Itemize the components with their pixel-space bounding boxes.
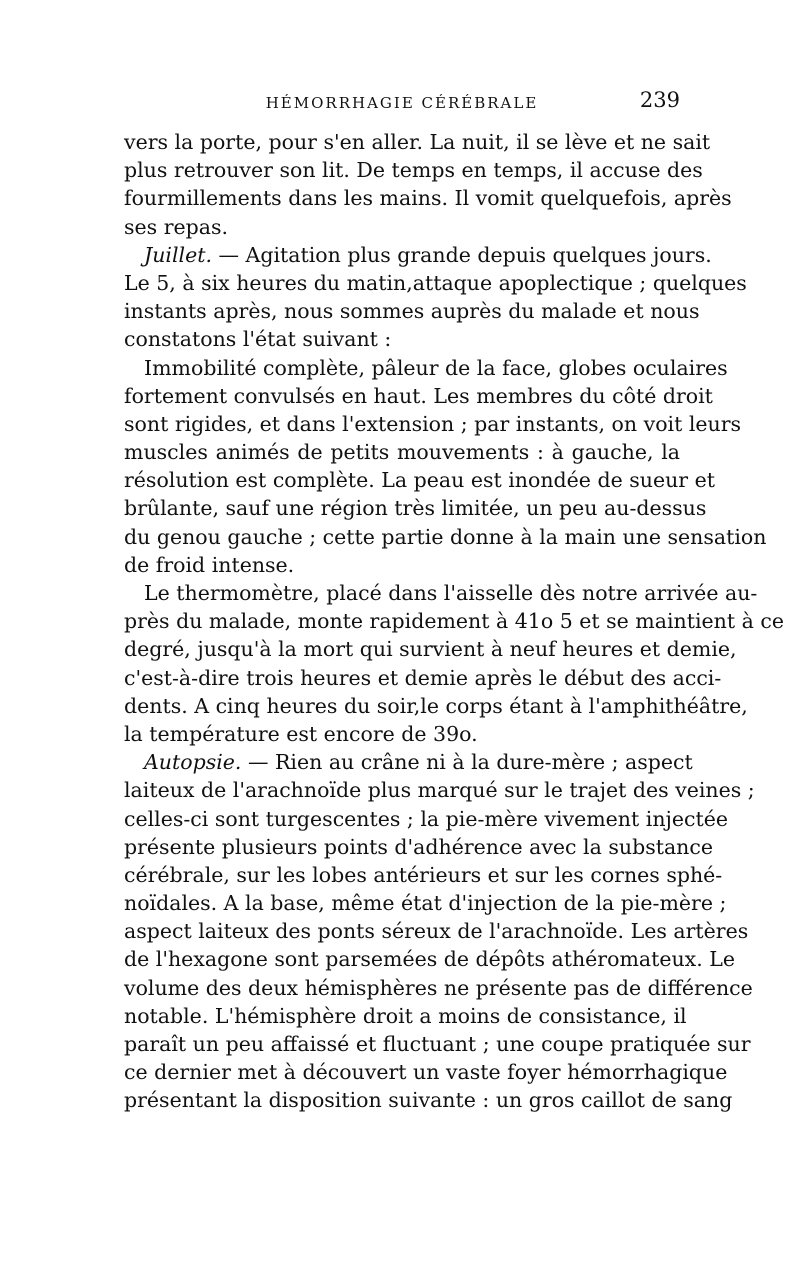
text-line: Juillet. — Agitation plus grande depuis quelques jours. (144, 242, 712, 267)
text-line: muscles animés de petits mouvements : à gauche, la (124, 440, 680, 465)
text-line: degré, jusqu'à la mort qui survient à neuf heures et demie, (124, 637, 737, 662)
section-lead: Juillet. (144, 242, 212, 267)
text-line: ses repas. (124, 214, 229, 239)
text-line: sont rigides, et dans l'extension ; par instants, on voit leurs (124, 411, 742, 436)
text-line: cérébrale, sur les lobes antérieurs et sur les cornes sphé- (124, 862, 723, 887)
text-line: plus retrouver son lit. De temps en temps, il accuse des (124, 158, 703, 183)
text-line: c'est-à-dire trois heures et demie après le début des acci- (124, 665, 722, 690)
text-line: Le 5, à six heures du matin,attaque apoplectique ; quelques (124, 270, 747, 295)
text-line: Immobilité complète, pâleur de la face, globes oculaires (144, 355, 728, 380)
text-line: Le thermomètre, placé dans l'aisselle dès notre arrivée au- (144, 581, 758, 605)
text-line: aspect laiteux des ponts séreux de l'arachnoïde. Les artères (124, 919, 749, 944)
text-line: présente plusieurs points d'adhérence avec la substance (124, 834, 713, 859)
text-line: celles-ci sont turgescentes ; la pie-mère vivement injectée (124, 806, 728, 831)
text-line: laiteux de l'arachnoïde plus marqué sur le trajet des veines ; (124, 778, 755, 803)
text-line: de froid intense. (124, 552, 295, 577)
text-line: de l'hexagone sont parsemées de dépôts athéromateux. Le (124, 947, 736, 972)
text-line: brûlante, sauf une région très limitée, un peu au-dessus (124, 496, 707, 521)
text-line: dents. A cinq heures du soir,le corps étant à l'amphithéâtre, (124, 693, 748, 718)
text-line: près du malade, monte rapidement à 41o 5 et se maintient à ce (124, 609, 784, 634)
text-line: la température est encore de 39o. (124, 721, 478, 746)
page-number: 239 (639, 88, 680, 112)
text-line: du genou gauche ; cette partie donne à la main une sensation (124, 524, 767, 549)
text-line: Autopsie. — Rien au crâne ni à la dure-mère ; aspect (144, 750, 693, 775)
section-lead: Autopsie. (144, 750, 242, 775)
running-header (124, 88, 680, 118)
text-line: vers la porte, pour s'en aller. La nuit, il se lève et ne sait (124, 130, 711, 154)
text-line: paraît un peu affaissé et fluctuant ; une coupe pratiquée sur (124, 1032, 751, 1056)
text-line: présentant la disposition suivante : un gros caillot de sang (124, 1088, 733, 1113)
body-text (124, 128, 784, 1115)
text-line: noïdales. A la base, même état d'injection de la pie-mère ; (124, 891, 727, 916)
text-line: volume des deux hémisphères ne présente pas de différence (124, 975, 753, 1000)
text-line: fourmillements dans les mains. Il vomit quelquefois, après (124, 186, 732, 211)
text-line: résolution est complète. La peau est inondée de sueur et (124, 468, 715, 493)
text-line: notable. L'hémisphère droit a moins de consistance, il (124, 1003, 687, 1028)
text-line: instants après, nous sommes auprès du malade et nous (124, 299, 700, 324)
text-line: constatons l'état suivant : (124, 327, 392, 352)
running-title: HÉMORRHAGIE CÉRÉBRALE (265, 94, 539, 112)
text-line: ce dernier met à découvert un vaste foyer hémorrhagique (124, 1060, 728, 1085)
text-line: fortement convulsés en haut. Les membres du côté droit (124, 383, 713, 408)
